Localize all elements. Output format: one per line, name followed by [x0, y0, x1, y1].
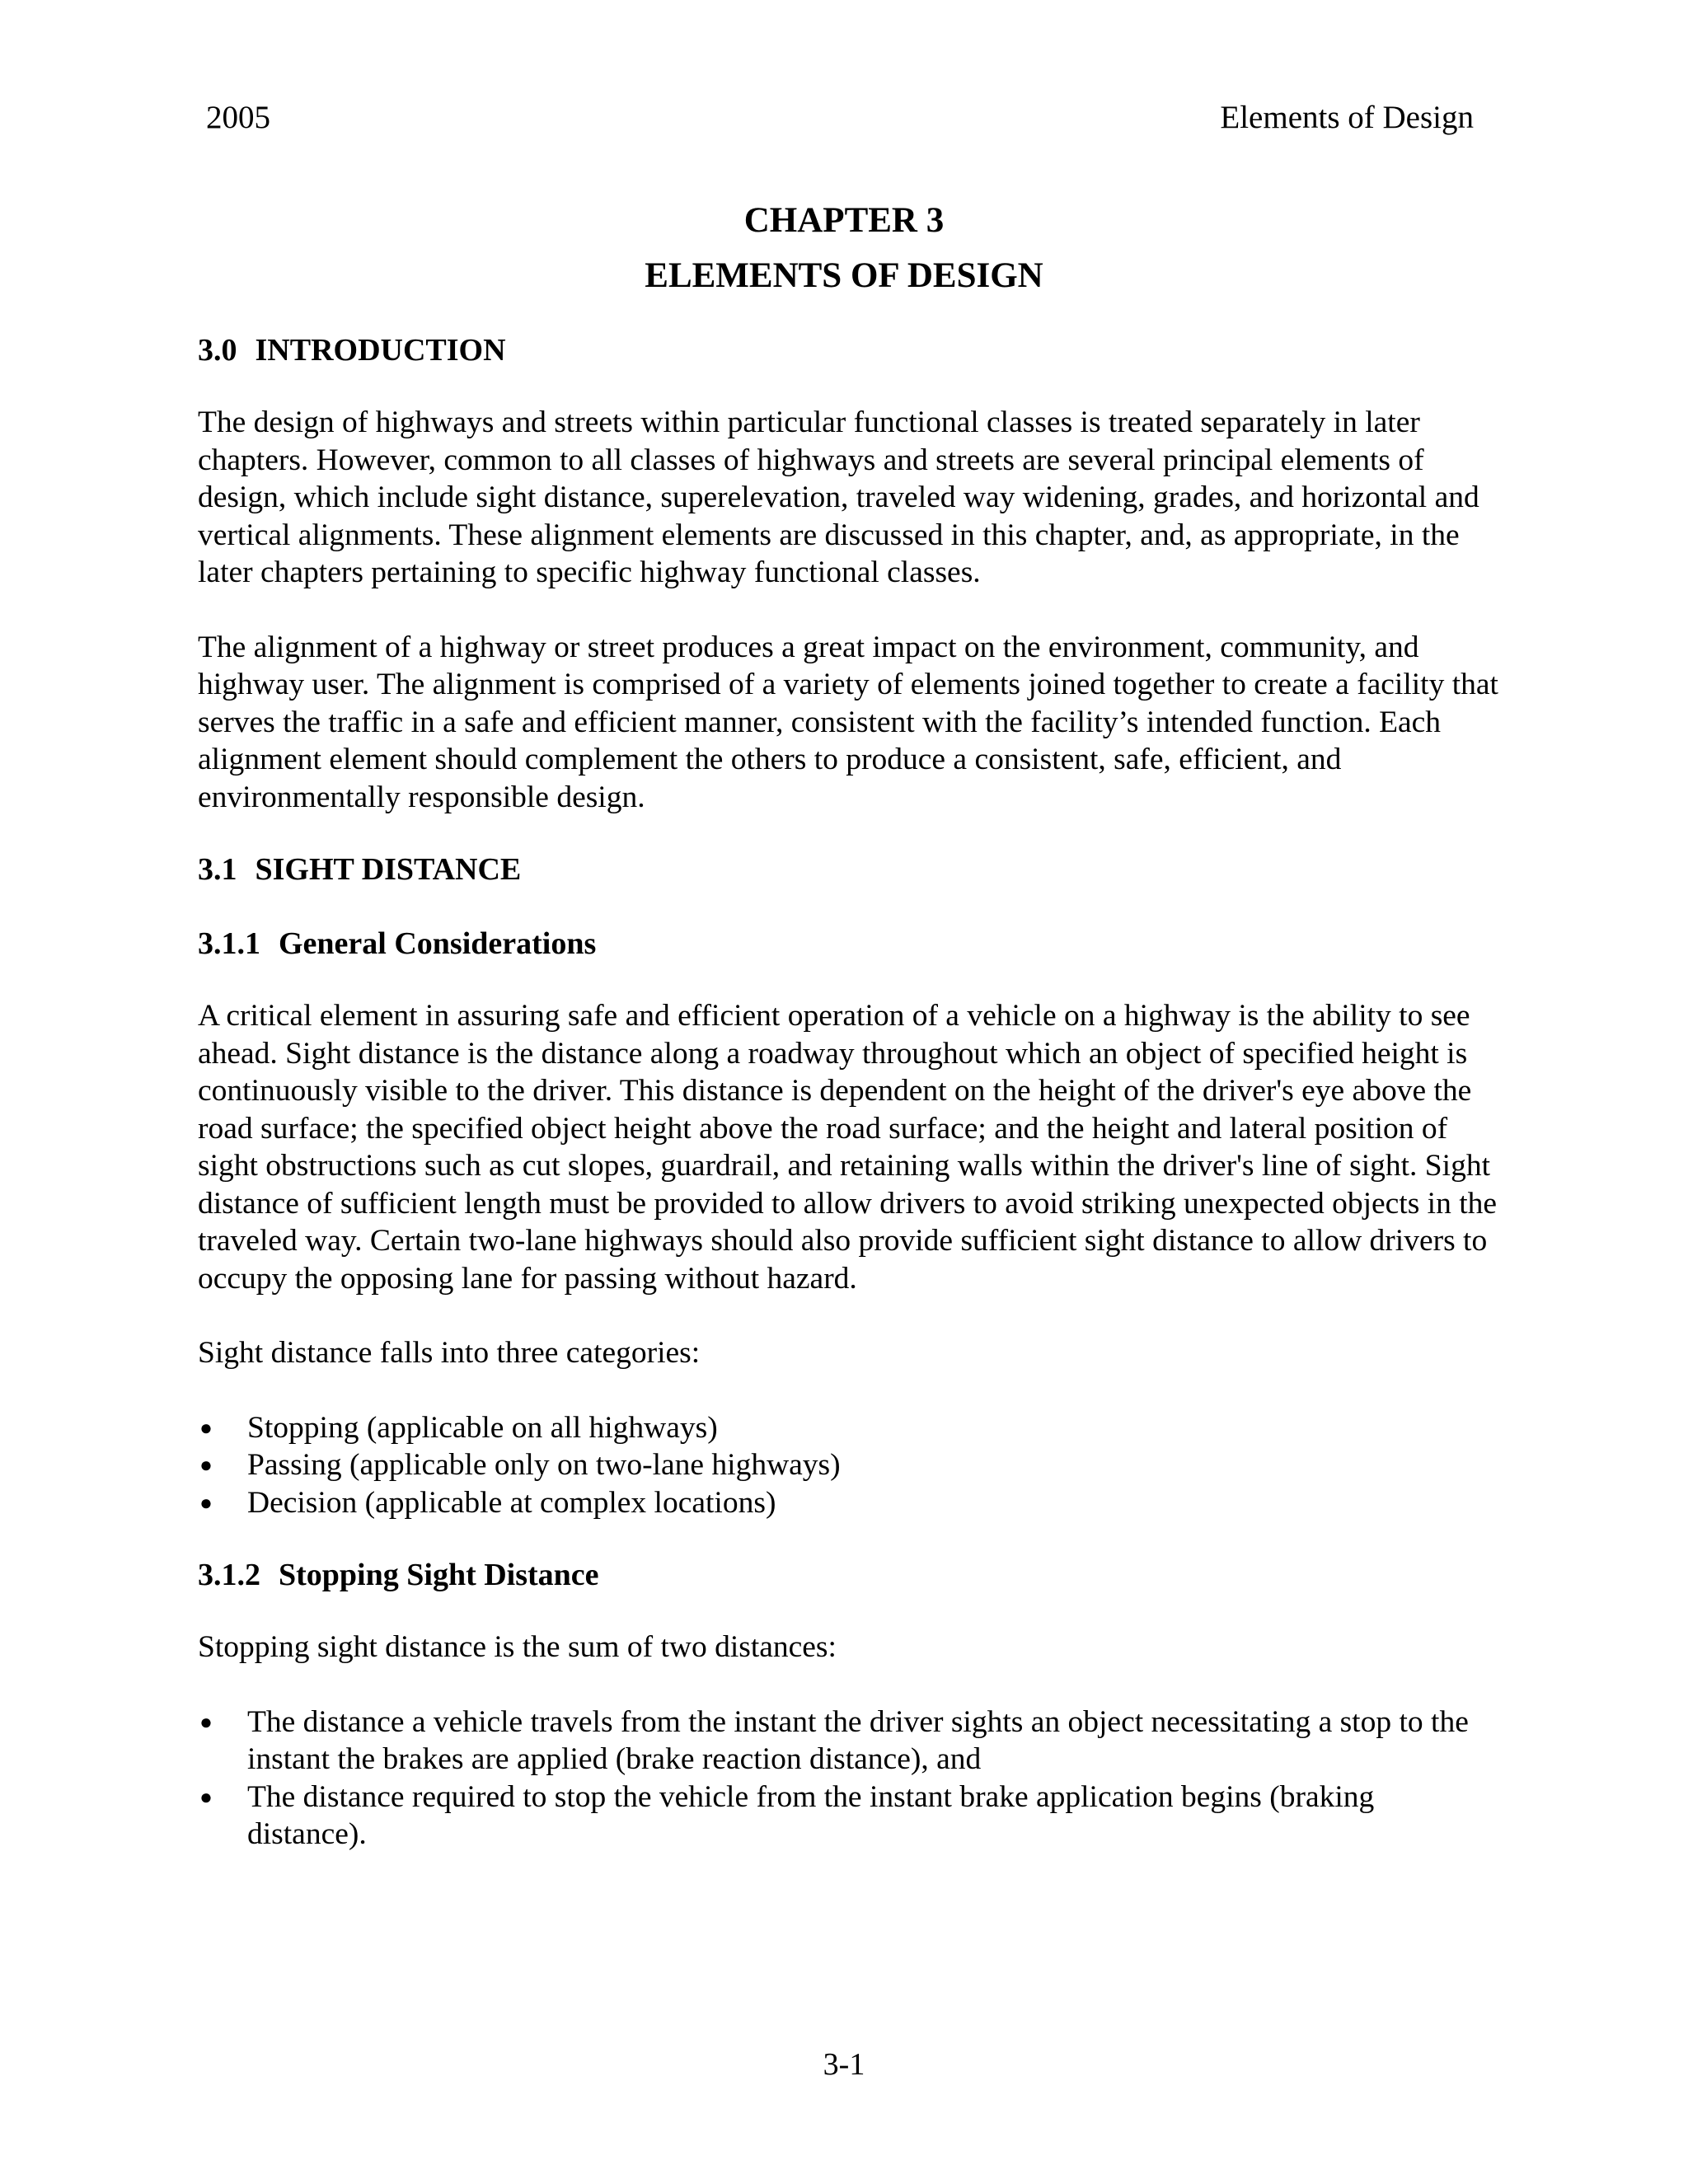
bullet-list [198, 1704, 1500, 1854]
list-item: ● Passing (applicable only on two-lane highways) [198, 1446, 1500, 1484]
bullet-icon: ● [199, 1453, 213, 1477]
paragraph: The design of highways and streets within particular functional classes is treated separately in later chapters. However, common to all classes of highways and streets are several principal elements of design, which include sight distance, superelevation, traveled way widening, grades, and horizontal and vertical alignments. These alignment elements are discussed in this chapter, and, as appropriate, in the later chapters pertaining to specific highway functional classes. [198, 405, 1479, 589]
subsection-heading-stopping [198, 1554, 1500, 1596]
header-year: 2005 [206, 100, 270, 135]
chapter-number: CHAPTER 3 [743, 201, 945, 240]
chapter-title: ELEMENTS OF DESIGN [645, 256, 1043, 295]
section-heading-sight-distance [198, 849, 1500, 890]
header-section-title: Elements of Design [1220, 100, 1474, 135]
bullet-icon: ● [199, 1415, 213, 1440]
subsection-heading-general [198, 923, 1500, 964]
section-number: 3.1 [198, 852, 237, 887]
document-body [198, 330, 1500, 1854]
bullet-icon: ● [199, 1709, 213, 1734]
bullet-list [198, 1409, 1500, 1522]
section-number: 3.1.1 [198, 926, 260, 961]
list-item: ● The distance a vehicle travels from the instant the driver sights an object necessitating a stop to the instant the brakes are applied (brake reaction distance), and [198, 1704, 1500, 1779]
section-title: General Considerations [279, 926, 597, 961]
section-number: 3.1.2 [198, 1558, 260, 1592]
section-title: INTRODUCTION [255, 333, 506, 368]
paragraph: A critical element in assuring safe and efficient operation of a vehicle on a highway is the ability to see ahead. Sight distance is the distance along a roadway throughout which an object of specified height is continuously visible to the driver. This distance is dependent on the height of the driver's eye above the road surface; the specified object height above the road surface; and the height and lateral position of sight obstructions such as cut slopes, guardrail, and retaining walls within the driver's line of sight. Sight distance of sufficient length must be provided to allow drivers to avoid striking unexpected objects in the traveled way. Certain two-lane highways should also provide sufficient sight distance to allow drivers to occupy the opposing lane for passing without hazard. [198, 999, 1498, 1296]
section-heading-intro [198, 330, 1500, 371]
list-item: ● Stopping (applicable on all highways) [198, 1409, 1500, 1447]
section-title: SIGHT DISTANCE [255, 852, 522, 887]
page-number: 3-1 [823, 2047, 865, 2082]
list-item: ● Decision (applicable at complex locations) [198, 1484, 1500, 1522]
paragraph: Stopping sight distance is the sum of two distances: [198, 1630, 837, 1664]
list-item: ● The distance required to stop the vehicle from the instant brake application begins (braking distance). [198, 1779, 1500, 1854]
section-title: Stopping Sight Distance [279, 1558, 599, 1592]
paragraph: Sight distance falls into three categories: [198, 1336, 701, 1370]
section-number: 3.0 [198, 333, 237, 368]
bullet-icon: ● [199, 1784, 213, 1809]
paragraph: The alignment of a highway or street produces a great impact on the environment, community, and highway user. The alignment is comprised of a variety of elements joined together to create a facility that serves the traffic in a safe and efficient manner, consistent with the facility’s intended function. Each alignment element should complement the others to produce a consistent, safe, efficient, and environmentally responsible design. [198, 630, 1498, 814]
bullet-icon: ● [199, 1490, 213, 1515]
